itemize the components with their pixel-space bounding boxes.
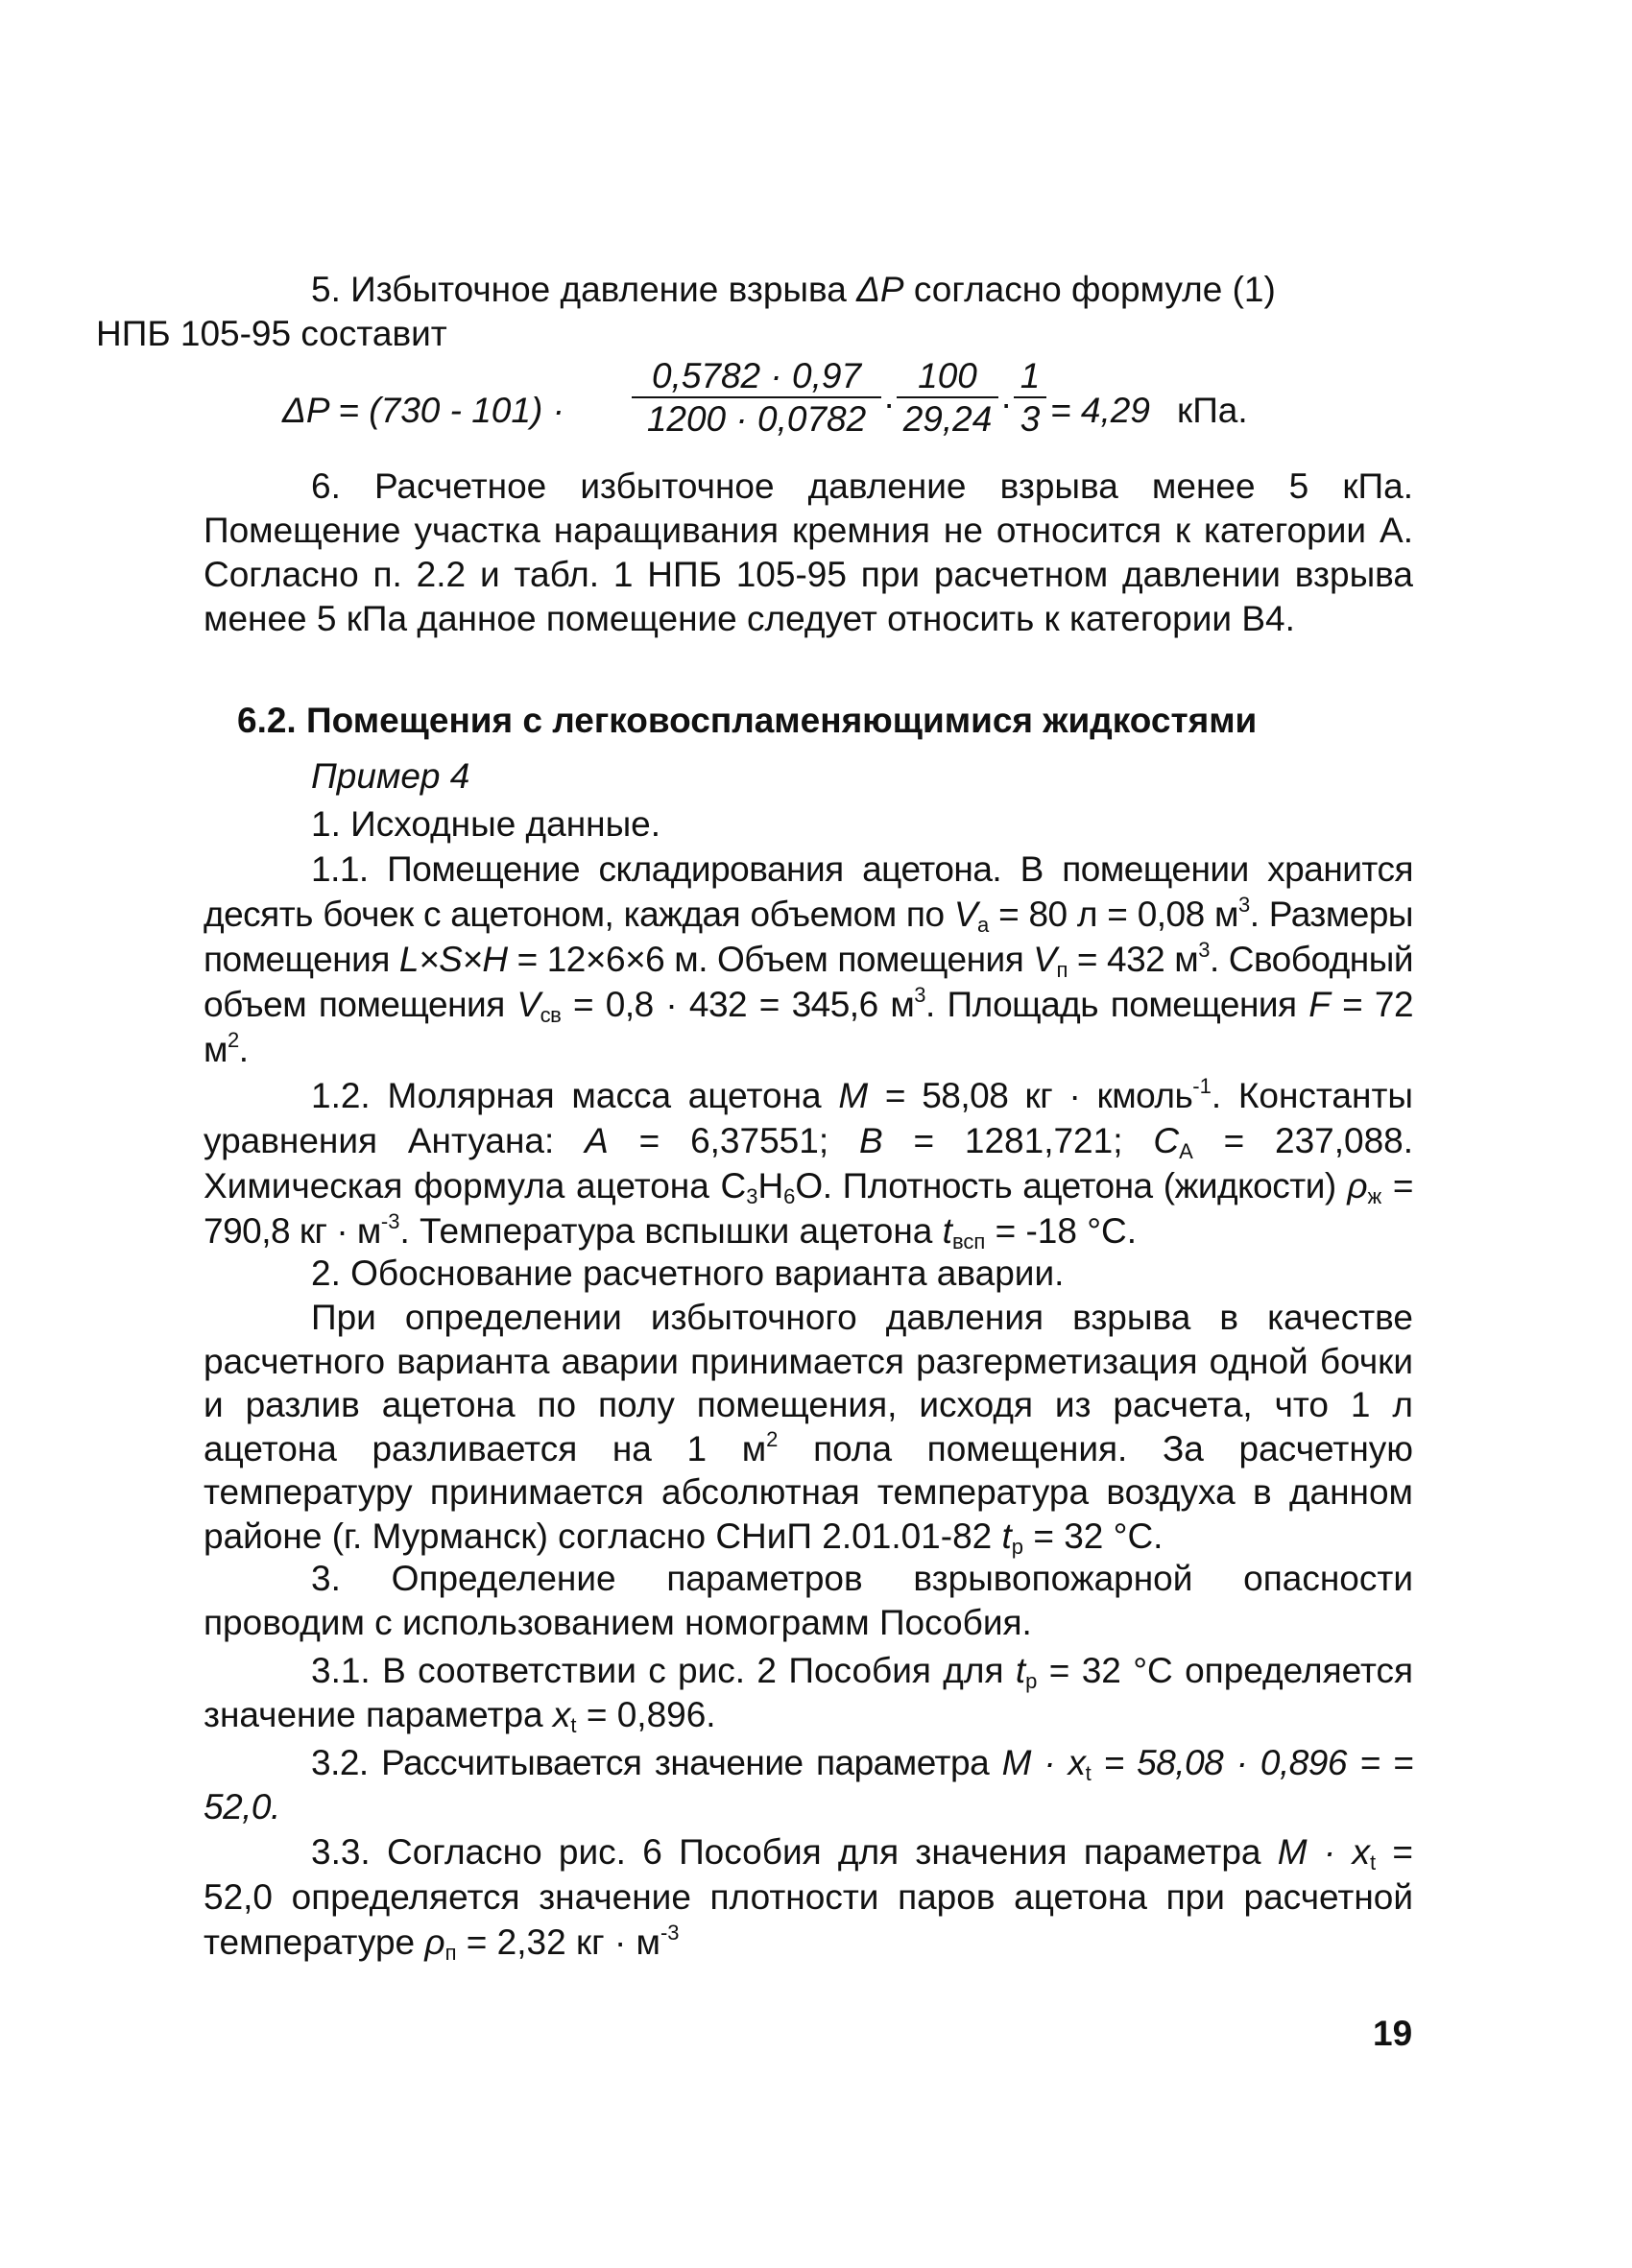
- paragraph-3-2: 3.2. Рассчитывается значение параметра $M \cdot x_t = 58,08 \cdot 0,896$ = = 52,0.: [204, 1743, 1414, 1826]
- formula-lhs: ΔP = (730 - 101) ·: [282, 391, 564, 430]
- paragraph-6: 6. Расчетное избыточное давление взрыва менее 5 кПа. Помещение участка наращивания кремния не относится к категории А. Согласно п. 2.2 и табл. 1 НПБ 105-95 при расчетном давлении взрыва менее 5 кПа данное помещение следует относить к категории В4.: [204, 466, 1413, 638]
- paragraph-3-3: 3.3. Согласно рис. 6 Пособия для значения параметра $M \cdot x_t = 52,0$ определяется значение плотности паров ацетона при расчетной температуре $\rho_п = 2,32$ кг · $м^{-3}$: [204, 1832, 1413, 1965]
- paragraph-3: 3. Определение параметров взрывопожарной опасности проводим с использованием номограмм Пособия.: [204, 1559, 1413, 1642]
- item-number: 5.: [311, 270, 341, 309]
- subsection-2: 2. Обоснование расчетного варианта аварии.: [311, 1253, 1065, 1293]
- paragraph-1-1: 1.1. Помещение складирования ацетона. В помещении хранится десять бочек с ацетоном, каждая объемом по $V_а = 80$ л = 0,08 $м^3$. Размеры помещения L×S×H = 12×6×6 м. Объем помещения $V_п = 432$ $м^3$. Свободный объем помещения $V_{св} = 0,8 \cdot 432 = 345,6$ $м^3$. Площадь помещения F = 72 $м^2$.: [204, 849, 1414, 1069]
- formula-result: = 4,29: [1050, 391, 1150, 430]
- delta-p-symbol: ΔP: [856, 270, 904, 309]
- page-number: 19: [1373, 2014, 1413, 2053]
- example-title: Пример 4: [311, 756, 470, 796]
- paragraph-1-2: 1.2. Молярная масса ацетона M = 58,08 кг · кмоль$^{-1}$. Константы уравнения Антуана: A = 6,37551; B = 1281,721; $C_A = 237,088$. Химическая формула ацетона $C_3H_6O$. Плотность ацетона (жидкости) $\rho_ж = 790,8$ кг · $м^{-3}$. Температура вспышки ацетона $t_{всп} = -18$ °С.: [204, 1074, 1414, 1253]
- paragraph-3-1: 3.1. В соответствии с рис. 2 Пособия для $t_р = 32$ °С определяется значение параметра $x_t = 0,896$.: [204, 1651, 1414, 1737]
- formula-unit: кПа.: [1177, 391, 1248, 430]
- section-heading: 6.2. Помещения с легковоспламеняющимися жидкостями: [237, 701, 1258, 740]
- subsection-1: 1. Исходные данные.: [311, 804, 661, 844]
- formula-fraction-2: $\frac{100}{29,24}$: [897, 357, 998, 439]
- formula-fraction-1: $\frac{0,5782 \cdot 0,97}{1200 \cdot 0,0782}$: [632, 357, 881, 439]
- paragraph-5: 5. Избыточное давление взрыва ΔP согласно формуле (1) НПБ 105-95 составит: [96, 270, 1276, 353]
- formula-fraction-3: $\frac{1}{3}$: [1014, 357, 1046, 439]
- paragraph-2: При определении избыточного давления взрыва в качестве расчетного варианта аварии принимается разгерметизация одной бочки и разлив ацетона по полу помещения, исходя из расчета, что 1 л ацетона разливается на 1 $м^2$ пола помещения. За расчетную температуру принимается абсолютная температура воздуха в данном районе (г. Мурманск) согласно СНиП 2.01.01-82 $t_р = 32$ °С.: [204, 1298, 1413, 1559]
- document-page: 5. Избыточное давление взрыва ΔP согласно формуле (1) НПБ 105-95 составит ΔP = (730 - 101) · $\frac{0,5782 \cdot 0,97}{1200 \cdot 0,0782}$ · $\frac{100}{29,24}$ · $\frac{1}{3}$ = 4,29 кПа. 6. Расчетное избыточное давление взрыва менее 5 кПа. Помещение участка наращивания кремния не относится к категории А. Согласно п. 2.2 и табл. 1 НПБ 105-95 при расчетном давлении взрыва менее 5 кПа данное помещение следует относить к категории В4. 6.2. Помещения с легковоспламеняющимися жидкостями Пример 4 1. Исходные данные. 1.1. Помещение складирования ацетона. В помещении хранится десять бочек с ацетоном, каждая объемом по $V_а = 80$ л = 0,08 $м^3$. Размеры помещения L×S×H = 12×6×6 м. Объем помещения $V_п = 432$ $м^3$. Свободный объем помещения $V_{св} = 0,8 \cdot 432 = 345,6$ $м^3$. Площадь помещения F = 72 $м^2$. 1.2. Молярная масса ацетона M = 58,08 кг · кмоль$^{-1}$. Константы уравнения Антуана: A = 6,37551; B = 1281,721; $C_A = 237,088$. Химическая формула ацетона $C_3H_6O$. Плотность ацетона (жидкости) $\rho_ж = 790,8$ кг · $м^{-3}$. Температура вспышки ацетона $t_{всп} = -18$ °С. 2. Обоснование расчетного варианта аварии. При определении избыточного давления взрыва в качестве расчетного варианта аварии принимается разгерметизация одной бочки и разлив ацетона по полу помещения, исходя из расчета, что 1 л ацетона разливается на 1 $м^2$ пола помещения. За расчетную температуру принимается абсолютная температура воздуха в данном районе (г. Мурманск) согласно СНиП 2.01.01-82 $t_р = 32$ °С. 3. Определение параметров взрывопожарной опасности проводим с использованием номограмм Пособия. 3.1. В соответствии с рис. 2 Пособия для $t_р = 32$ °С определяется значение параметра $x_t = 0,896$. 3.2. Рассчитывается значение параметра $M \cdot x_t = 58,08 \cdot 0,896$ = = 52,0. 3.3. Согласно рис. 6 Пособия для значения параметра $M \cdot x_t = 52,0$ определяется значение плотности паров ацетона при расчетной температуре $\rho_п = 2,32$ кг · $м^{-3}$ 19: [0, 0, 1632, 2268]
